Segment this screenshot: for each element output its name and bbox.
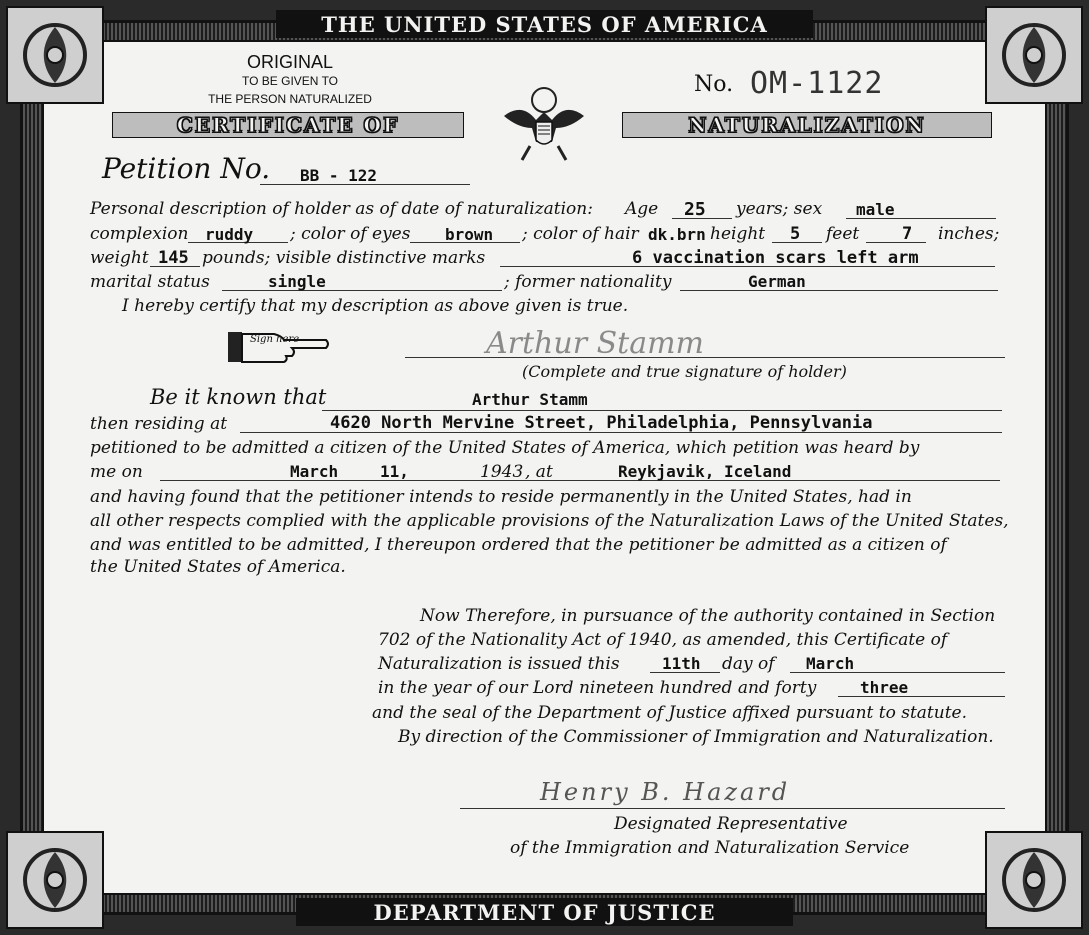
original-subline-2: THE PERSON NATURALIZED	[208, 92, 372, 106]
issuance-line-5: and the seal of the Department of Justice affixed pursuant to statute.	[372, 703, 967, 723]
hearing-day: 11,	[380, 462, 409, 481]
hearing-month: March	[290, 462, 339, 481]
feet-label: feet	[826, 224, 860, 244]
official-title-1: Designated Representative	[614, 814, 848, 834]
eagle-seal-icon	[500, 82, 588, 166]
hearing-place: Reykjavik, Iceland	[618, 462, 792, 481]
petition-label: Petition No.	[102, 152, 271, 185]
corner-ornament-top-left	[6, 6, 104, 104]
height-in-line	[866, 242, 926, 243]
issuance-line-1: Now Therefore, in pursuance of the authority contained in Section	[420, 606, 996, 626]
inches-label: inches;	[938, 224, 1000, 244]
holder-name: Arthur Stamm	[472, 390, 588, 409]
description-intro: Personal description of holder as of date of naturalization:	[90, 199, 593, 219]
corner-ornament-top-right	[985, 6, 1083, 104]
corner-ornament-bottom-right	[985, 831, 1083, 929]
issuance-month: March	[806, 654, 855, 673]
marital-label: marital status	[90, 272, 210, 292]
certificate-of-title: CERTIFICATE OF	[112, 112, 464, 138]
official-signature: Henry B. Hazard	[540, 778, 791, 806]
marital-line	[222, 290, 502, 291]
official-signature-line	[460, 808, 1005, 809]
sign-here-hand-icon	[226, 326, 330, 368]
signature-caption: (Complete and true signature of holder)	[522, 362, 847, 381]
signature-line	[405, 357, 1005, 358]
address-value: 4620 North Mervine Street, Philadelphia, Pennsylvania	[330, 413, 873, 433]
banner-bottom: DEPARTMENT OF JUSTICE	[296, 898, 793, 926]
height-feet-value: 5	[790, 224, 801, 244]
petitioned-text: petitioned to be admitted a citizen of the United States of America, which petition was heard by	[90, 438, 920, 458]
issuance-line-4: in the year of our Lord nineteen hundred and forty	[378, 678, 817, 698]
day-of-label: day of	[722, 654, 775, 674]
certificate-number-prefix: No.	[694, 72, 734, 97]
sex-value: male	[856, 200, 895, 219]
paragraph-line-4: the United States of America.	[90, 557, 346, 577]
weight-value: 145	[158, 248, 189, 268]
issuance-line-2: 702 of the Nationality Act of 1940, as amended, this Certificate of	[378, 630, 948, 650]
paragraph-line-3: and was entitled to be admitted, I thereupon ordered that the petitioner be admitted as a citizen of	[90, 535, 947, 555]
original-subline-1: TO BE GIVEN TO	[241, 74, 339, 88]
eyes-label: ; color of eyes	[290, 224, 411, 244]
age-value: 25	[684, 199, 706, 220]
former-nationality-label: ; former nationality	[504, 272, 672, 292]
holder-signature: Arthur Stamm	[486, 326, 704, 361]
be-it-known-label: Be it known that	[150, 385, 327, 409]
sign-here-label: Sign here	[250, 334, 300, 345]
marital-value: single	[268, 272, 326, 291]
eyes-value: brown	[445, 225, 494, 244]
banner-top: THE UNITED STATES OF AMERICA	[276, 10, 813, 38]
complexion-label: complexion	[90, 224, 189, 244]
issuance-day: 11th	[662, 654, 701, 673]
petition-number: BB - 122	[300, 166, 378, 185]
issuance-line-3: Naturalization is issued this	[378, 654, 620, 674]
hair-label: ; color of hair	[522, 224, 639, 244]
hair-value: dk.brn	[648, 225, 706, 244]
residing-label: then residing at	[90, 414, 228, 434]
former-line	[680, 290, 998, 291]
height-inches-value: 7	[902, 224, 913, 244]
name-line	[322, 410, 1002, 411]
hearing-line	[160, 480, 1000, 481]
paragraph-line-2: all other respects complied with the applicable provisions of the Naturalization Laws of the United States,	[90, 511, 1009, 531]
pounds-marks-label: pounds; visible distinctive marks	[202, 248, 486, 268]
marks-value: 6 vaccination scars left arm	[632, 248, 919, 268]
weight-label: weight	[90, 248, 149, 268]
certify-statement: I hereby certify that my description as above given is true.	[122, 296, 629, 316]
former-nationality-value: German	[748, 272, 806, 291]
certificate-number: OM-1122	[750, 66, 884, 101]
hearing-year: 1943	[480, 462, 524, 482]
naturalization-title: NATURALIZATION	[622, 112, 992, 138]
corner-ornament-bottom-left	[6, 831, 104, 929]
me-on-label: me on	[90, 462, 143, 482]
issuance-year-word: three	[860, 678, 909, 697]
issuance-line-6: By direction of the Commissioner of Immigration and Naturalization.	[398, 727, 994, 747]
paragraph-line-1: and having found that the petitioner intends to reside permanently in the United States, had in	[90, 487, 912, 507]
height-label: height	[710, 224, 766, 244]
age-label: Age	[625, 199, 659, 219]
original-label: ORIGINAL	[246, 52, 334, 72]
complexion-value: ruddy	[205, 225, 254, 244]
years-sex-label: years; sex	[736, 199, 823, 219]
at-label: , at	[525, 462, 553, 482]
official-title-2: of the Immigration and Naturalization Service	[510, 838, 910, 858]
